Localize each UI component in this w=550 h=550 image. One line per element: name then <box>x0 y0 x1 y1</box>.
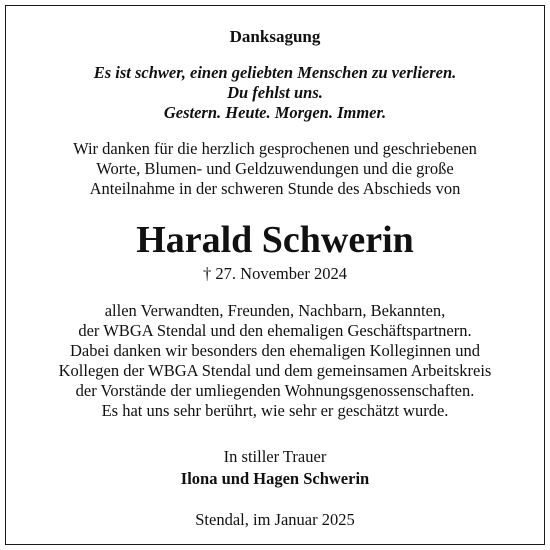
acknowledgement-paragraph <box>6 301 544 421</box>
place-and-date: Stendal, im Januar 2025 <box>195 510 355 529</box>
obituary-notice <box>5 5 545 545</box>
acknowledgement-line: Dabei danken wir besonders den ehemaligen Kolleginnen und <box>69 341 481 360</box>
quote-line: Es ist schwer, einen geliebten Menschen zu verlieren. <box>93 63 457 82</box>
memorial-quote <box>6 63 544 123</box>
signatories: Ilona und Hagen Schwerin <box>180 469 370 488</box>
deceased-name: Harald Schwerin <box>136 219 414 261</box>
notice-title: Danksagung <box>229 27 321 46</box>
quote-line: Gestern. Heute. Morgen. Immer. <box>163 103 387 122</box>
mourning-line: In stiller Trauer <box>223 447 327 466</box>
acknowledgement-line: der WBGA Stendal und den ehemaligen Geschäftspartnern. <box>78 321 472 340</box>
acknowledgement-line: der Vorstände der umliegenden Wohnungsgenossenschaften. <box>75 381 475 400</box>
thanks-line: Anteilnahme in der schweren Stunde des Abschieds von <box>89 179 461 198</box>
thanks-line: Worte, Blumen- und Geldzuwendungen und die große <box>96 159 454 178</box>
quote-line: Du fehlst uns. <box>227 83 323 102</box>
death-date: † 27. November 2024 <box>203 264 347 283</box>
acknowledgement-line: Es hat uns sehr berührt, wie sehr er geschätzt wurde. <box>101 401 449 420</box>
thanks-line: Wir danken für die herzlich gesprochenen und geschriebenen <box>73 139 477 158</box>
thanks-paragraph <box>6 139 544 199</box>
acknowledgement-line: allen Verwandten, Freunden, Nachbarn, Bekannten, <box>104 301 446 320</box>
acknowledgement-line: Kollegen der WBGA Stendal und dem gemeinsamen Arbeitskreis <box>58 361 492 380</box>
